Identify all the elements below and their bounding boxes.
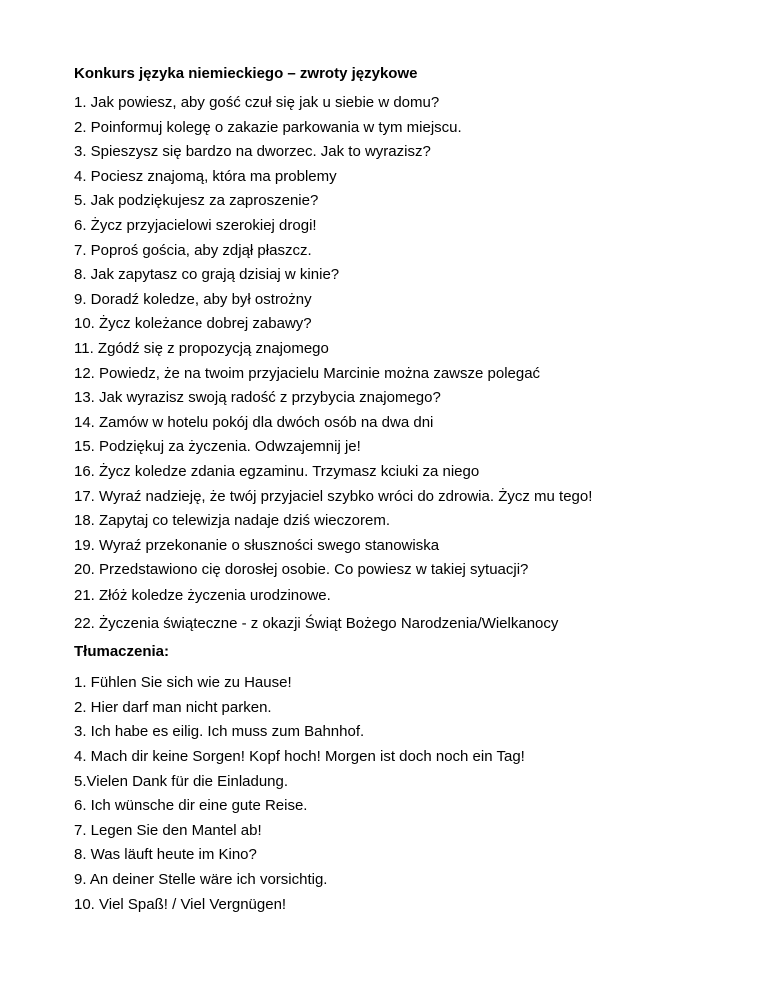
list-item: 13. Jak wyrazisz swoją radość z przybycia znajomego? [74,389,441,407]
list-item: 10. Życz koleżance dobrej zabawy? [74,315,312,333]
list-item: 6. Ich wünsche dir eine gute Reise. [74,797,308,815]
list-item: 15. Podziękuj za życzenia. Odwzajemnij je! [74,438,361,456]
document-page [74,64,754,919]
list-item: 9. Doradź koledze, aby był ostrożny [74,290,312,308]
list-item: 1. Jak powiesz, aby gość czuł się jak u siebie w domu? [74,94,440,111]
list-item: 21. Złóż koledze życzenia urodzinowe. [74,587,331,605]
list-item: 1. Fühlen Sie sich wie zu Hause! [74,674,292,692]
list-item: 17. Wyraź nadzieję, że twój przyjaciel szybko wróci do zdrowia. Życz mu tego! [74,487,593,505]
list-item: 11. Zgódź się z propozycją znajomego [74,339,329,357]
list-item: 4. Pociesz znajomą, która ma problemy [74,167,337,185]
list-item: 16. Życz koledze zdania egzaminu. Trzymasz kciuki za niego [74,462,480,480]
list-item: 8. Was läuft heute im Kino? [74,846,257,864]
list-item: 10. Viel Spaß! / Viel Vergnügen! [74,895,287,913]
list-item: 19. Wyraź przekonanie o słuszności swego stanowiska [74,536,440,554]
list-item: 5. Jak podziękujesz za zaproszenie? [74,192,319,210]
list-item: 7. Legen Sie den Mantel ab! [74,821,262,839]
phrases-list [74,93,754,634]
list-item: 9. An deiner Stelle wäre ich vorsichtig. [74,871,328,889]
list-item: 6. Życz przyjacielowi szerokiej drogi! [74,216,317,234]
list-item: 2. Poinformuj kolegę o zakazie parkowania w tym miejscu. [74,118,462,136]
list-item: 14. Zamów w hotelu pokój dla dwóch osób na dwa dni [74,413,434,431]
list-item: 3. Ich habe es eilig. Ich muss zum Bahnhof. [74,723,365,741]
list-item: 4. Mach dir keine Sorgen! Kopf hoch! Morgen ist doch noch ein Tag! [74,748,525,766]
list-item: 20. Przedstawiono cię dorosłej osobie. Co powiesz w takiej sytuacji? [74,561,529,579]
list-item: 22. Życzenia świąteczne - z okazji Świąt Bożego Narodzenia/Wielkanocy [74,615,559,633]
list-item: 2. Hier darf man nicht parken. [74,698,272,716]
list-item: 7. Poproś gościa, aby zdjął płaszcz. [74,241,312,259]
list-item: 18. Zapytaj co telewizja nadaje dziś wieczorem. [74,512,390,530]
list-item: 3. Spieszysz się bardzo na dworzec. Jak to wyrazisz? [74,143,431,161]
document-title: Konkurs języka niemieckiego – zwroty językowe [74,65,418,82]
list-item: 8. Jak zapytasz co grają dzisiaj w kinie? [74,266,340,284]
list-item: 12. Powiedz, że na twoim przyjacielu Marcinie można zawsze polegać [74,364,541,382]
translations-heading: Tłumaczenia: [74,643,170,661]
list-item: 5.Vielen Dank für die Einladung. [74,772,289,790]
translations-list [74,673,754,914]
